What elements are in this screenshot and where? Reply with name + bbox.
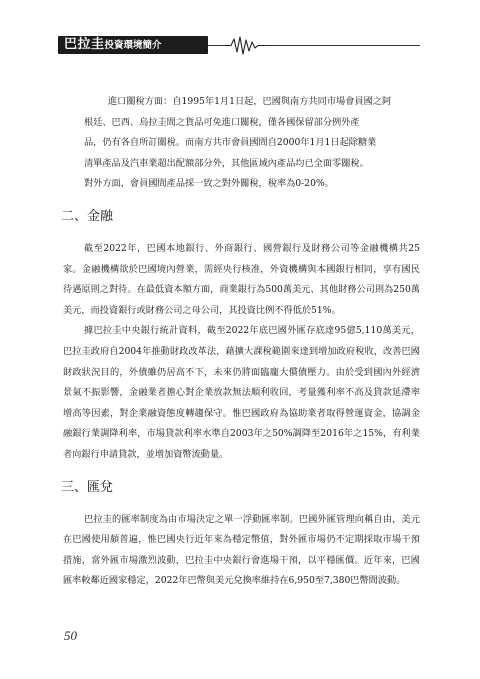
page-number: 50 [64, 628, 77, 643]
header-title-main: 巴拉圭 [64, 37, 105, 52]
tariff-paragraph [63, 92, 420, 195]
finance-paragraph: 據巴拉圭中央銀行統計資料，截至2022年底巴國外匯存底達95億5,110萬美元，巴拉圭政府自2004年推動財政改革法，藉擴大課稅範圍來達到增加政府稅收，改善巴國財政狀況目的，外債雖仍居高不下，未來仍將面臨龐大償債壓力。由於受到國內外經濟景氣不振影響，金融業者擔心對企業放款無法順利收回，考量獲利率不高及貸款延滯率增高等因素，對企業融資態度轉趨保守。惟巴國政府為協助業者取得營運資金，協調金融銀行業調降利率，市場貸款利率水準自2003年之50%調降至2016年之15%，有利業者向銀行申請貸款，並增加資幣流動量。 [63, 325, 420, 460]
section-heading-finance: 二、金融 [61, 208, 114, 224]
heartbeat-wave-icon [226, 36, 266, 56]
tariff-line: 根廷、巴西、烏拉圭間之貨品可免進口關稅，僅各國保留部分例外產 [84, 116, 360, 128]
tariff-line: 品，仍有各自所訂關稅。而南方共市會員國間自2000年1月1日起除糖業 [84, 137, 377, 149]
tariff-line: 進口關稅方面：自1995年1月1日起，巴國與南方共同市場會員國之阿 [108, 96, 392, 107]
section-heading-exchange: 三、匯兌 [61, 479, 114, 495]
header-title-sub: 投資環境簡介 [104, 40, 162, 51]
tariff-line: 對外方面，會員國間產品採一致之對外關稅，稅率為0-20%。 [84, 178, 334, 190]
page-header [0, 36, 480, 66]
exchange-paragraph: 巴拉圭的匯率制度為由市場決定之單一浮動匯率制。巴國外匯管理向稱自由，美元在巴國使用頗普遍，惟巴國央行近年來為穩定幣值，對外匯市場仍不定期採取市場干預措施，當外匯市場激烈波動，巴拉圭中央銀行會進場干預，以平穩匯價。近年來，巴國匯率較鄰近國家穩定，2022年巴幣與美元兌換率維持在6,950至7,380巴幣間波動。 [63, 513, 420, 587]
header-title [64, 37, 162, 53]
main-content [63, 92, 420, 592]
tariff-line: 清單產品及汽車業超出配額部分外，其他區域內產品均已全面零關稅。 [84, 157, 369, 169]
finance-paragraph: 截至2022年，巴國本地銀行、外商銀行、國營銀行及財務公司等金融機構共25家。金融機構欲於巴國境內營業，需經央行核准，外資機構與本國銀行相同，享有國民待遇原則之對待。在最低資本額方面，商業銀行為500萬美元、其他財務公司則為250萬美元，而投資銀行或財務公司之母公司，其投資比例不得低於51%。 [63, 242, 420, 316]
